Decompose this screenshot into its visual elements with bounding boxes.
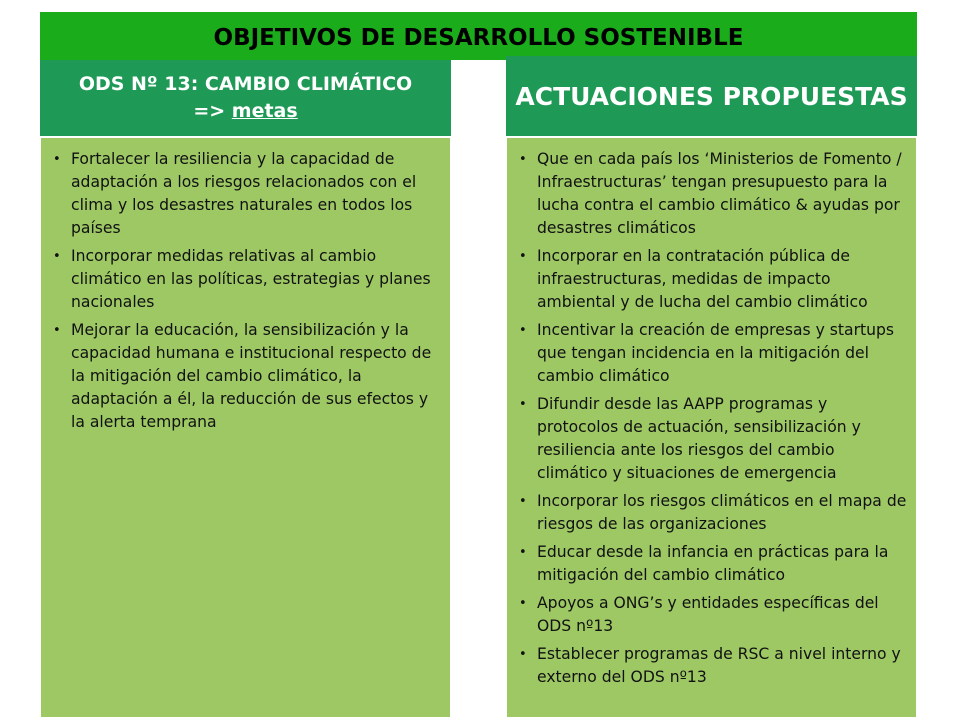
list-item <box>517 541 909 587</box>
list-item <box>51 148 441 240</box>
bullet-icon: • <box>519 647 527 662</box>
list-item-text: Establecer programas de RSC a nivel interno y externo del ODS nº13 <box>537 645 901 686</box>
left-column-header <box>40 60 451 136</box>
list-item <box>517 490 909 536</box>
list-item <box>517 393 909 485</box>
list-item-text: Incorporar medidas relativas al cambio climático en las políticas, estrategias y planes nacionales <box>71 247 431 311</box>
bullet-icon: • <box>519 249 527 264</box>
list-item-text: Educar desde la infancia en prácticas para la mitigación del cambio climático <box>537 543 889 584</box>
bullet-icon: • <box>519 152 527 167</box>
list-item <box>517 245 909 314</box>
list-item-text: Incorporar los riesgos climáticos en el mapa de riesgos de las organizaciones <box>537 492 907 533</box>
right-actions-list <box>517 148 909 694</box>
list-item <box>51 245 441 314</box>
list-item-text: Incentivar la creación de empresas y startups que tengan incidencia en la mitigación del cambio climático <box>537 321 895 385</box>
bullet-icon: • <box>519 596 527 611</box>
list-item-text: Fortalecer la resiliencia y la capacidad de adaptación a los riesgos relacionados con el clima y los desastres naturales en todos los países <box>71 150 417 237</box>
list-item-text: Mejorar la educación, la sensibilización y la capacidad humana e institucional respecto de la mitigación del cambio climático, la adaptación a él, la reducción de sus efectos y la alerta temprana <box>71 321 432 431</box>
list-item <box>517 643 909 689</box>
left-header-subtitle <box>193 98 297 125</box>
right-header-title: ACTUACIONES PROPUESTAS <box>515 81 908 111</box>
right-column-header <box>506 56 917 136</box>
bullet-icon: • <box>53 152 61 167</box>
bullet-icon: • <box>53 323 61 338</box>
bullet-icon: • <box>519 323 527 338</box>
bullet-icon: • <box>519 494 527 509</box>
arrow-text: => <box>193 100 232 122</box>
list-item <box>517 592 909 638</box>
right-column-body <box>506 137 917 718</box>
left-column-body <box>40 137 451 718</box>
title-bar <box>40 12 917 60</box>
bullet-icon: • <box>53 249 61 264</box>
bullet-icon: • <box>519 397 527 412</box>
list-item <box>517 319 909 388</box>
list-item-text: Difundir desde las AAPP programas y protocolos de actuación, sensibilización y resiliencia ante los riesgos del cambio climático y situaciones de emergencia <box>537 395 861 482</box>
left-header-title: ODS Nº 13: CAMBIO CLIMÁTICO <box>78 73 413 95</box>
list-item-text: Incorporar en la contratación pública de infraestructuras, medidas de impacto ambiental y de lucha del cambio climático <box>537 247 868 311</box>
list-item <box>517 148 909 240</box>
list-item-text: Que en cada país los ‘Ministerios de Fomento / Infraestructuras’ tengan presupuesto para la lucha contra el cambio climático & ayudas por desastres climáticos <box>537 150 902 237</box>
list-item <box>51 319 441 434</box>
bullet-icon: • <box>519 545 527 560</box>
page-title: OBJETIVOS DE DESARROLLO SOSTENIBLE <box>213 25 744 51</box>
metas-link[interactable]: metas <box>231 100 298 122</box>
left-goals-list <box>51 148 441 439</box>
list-item-text: Apoyos a ONG’s y entidades específicas del ODS nº13 <box>537 594 879 635</box>
